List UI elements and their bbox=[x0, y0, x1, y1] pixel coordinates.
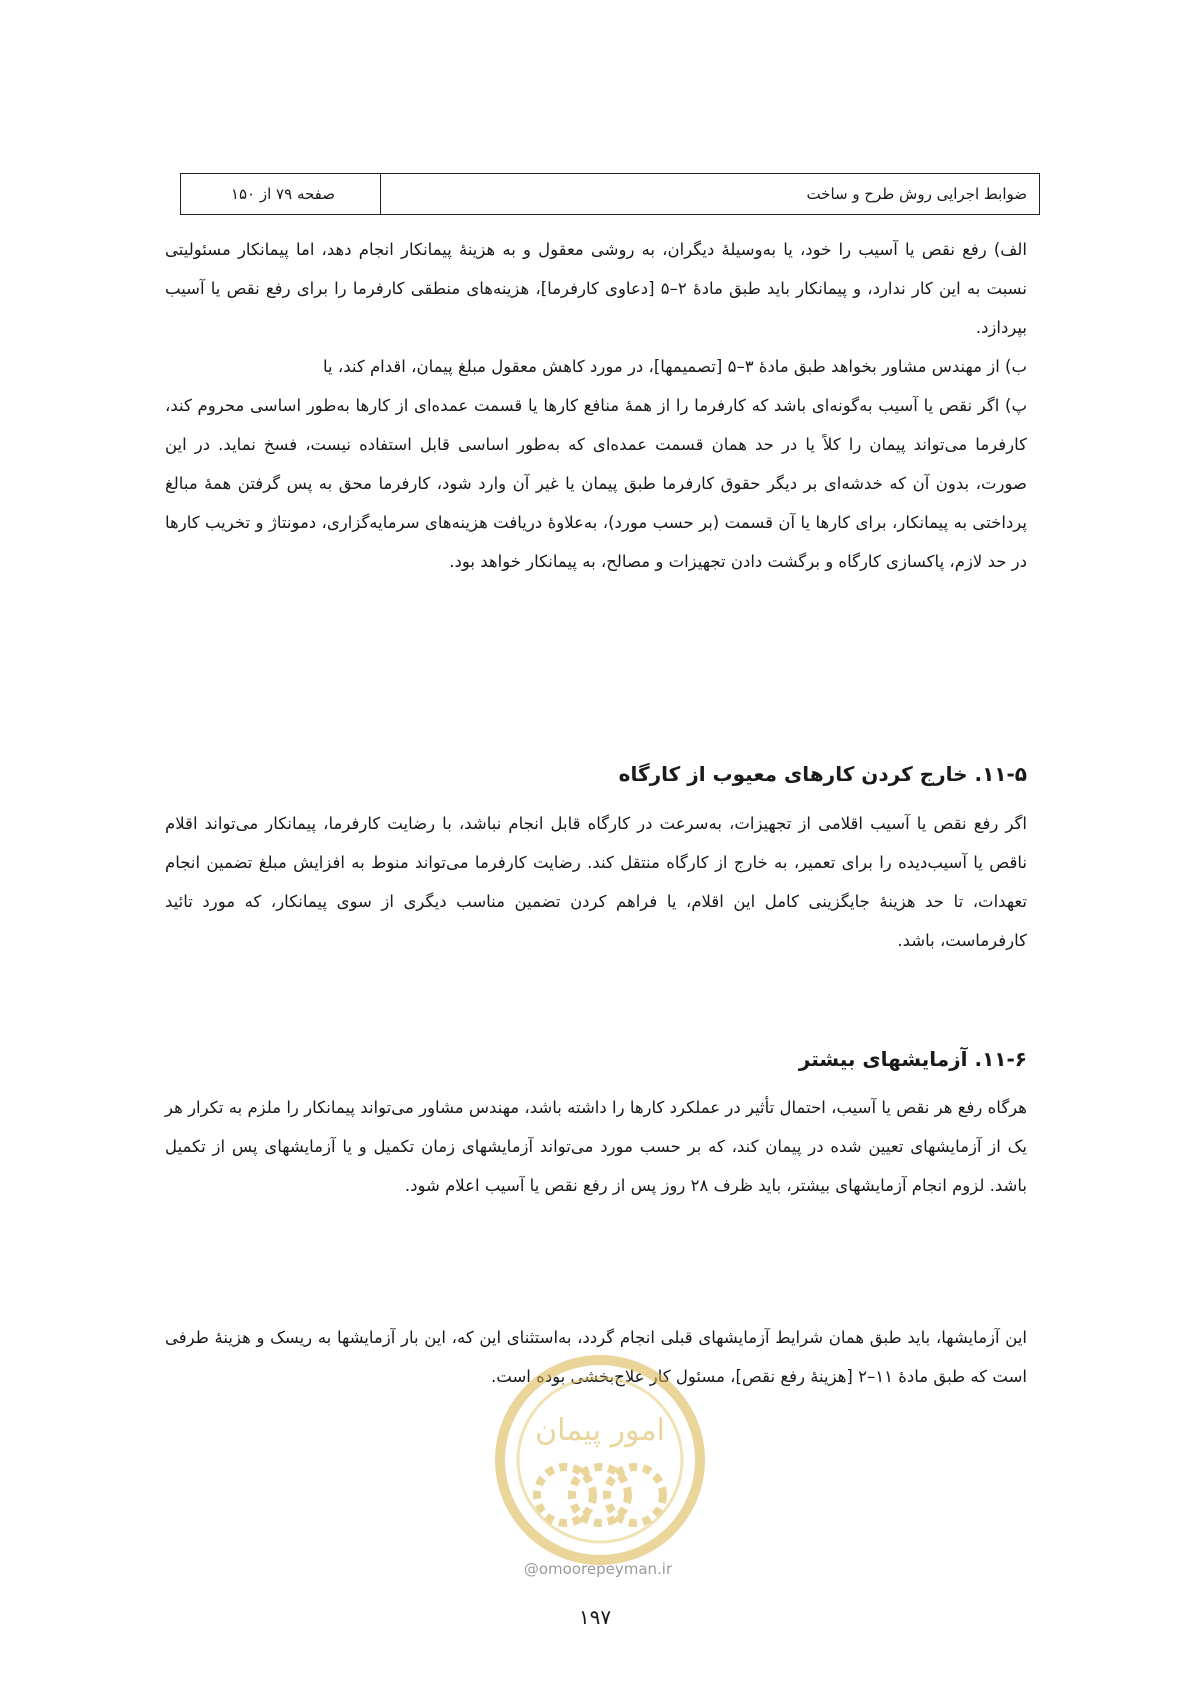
section-heading-11-6: ۱۱-۶. آزمایشهای بیشتر bbox=[798, 1047, 1027, 1071]
watermark-logo bbox=[485, 1345, 715, 1575]
paragraph-alef: الف) رفع نقص یا آسیب را خود، یا به‌وسیلۀ دیگران، به روشی معقول و به هزینۀ پیمانکار انجام دهد، اما پیمانکار مسئولیتی نسبت به این کار ندارد، و پیمانکار باید طبق مادۀ ۲–۵ [دعاوی کارفرما]، هزینه‌های منطقی کارفرما را برای رفع نقص یا آسیب بپردازد. bbox=[165, 240, 1027, 337]
section-11-6-paragraph-2: این آزمایشها، باید طبق همان شرایط آزمایشهای قبلی انجام گردد، به‌استثنای این که، این بار آزمایشها به ریسک و هزینۀ طرفی است که طبق مادۀ ۱۱–۲ [هزینۀ رفع نقص]، مسئول کار علاج‌بخشی بوده است. bbox=[165, 1328, 1027, 1386]
paragraph-be: ب) از مهندس مشاور بخواهد طبق مادۀ ۳–۵ [تصمیمها]، در مورد کاهش معقول مبلغ پیمان، اقدام کند، یا bbox=[323, 357, 1027, 376]
section-heading-11-5: ۱۱-۵. خارج کردن کارهای معیوب از کارگاه bbox=[618, 762, 1027, 786]
section-11-5-paragraph: اگر رفع نقص یا آسیب اقلامی از تجهیزات، به‌سرعت در کارگاه قابل انجام نباشد، با رضایت کارفرما، پیمانکار می‌تواند اقلام ناقص یا آسیب‌دیده را برای تعمیر، به خارج از کارگاه منتقل کند. رضایت کارفرما می‌تواند منوط به افزایش مبلغ تضمین انجام تعهدات، تا حد هزینۀ جایگزینی کامل این اقلام، یا فراهم کردن تضمین مناسب دیگری از سوی پیمانکار، که مورد تائید کارفرماست، باشد. bbox=[165, 814, 1027, 950]
watermark-url: @omoorepeyman.ir bbox=[523, 1560, 673, 1578]
paragraph-pe: پ) اگر نقص یا آسیب به‌گونه‌ای باشد که کارفرما را از همۀ منافع کارها یا قسمت عمده‌ای از کارها به‌طور اساسی محروم کند، کارفرما می‌تواند پیمان را کلاً یا در حد همان قسمت عمده‌ای که به‌طور اساسی قابل استفاده نیست، فسخ نماید. در این صورت، بدون آن که خدشه‌ای بر دیگر حقوق کارفرما طبق پیمان یا غیر آن وارد شود، کارفرما محق به پس گرفتن همۀ مبالغ پرداختی به پیمانکار، برای کارها یا آن قسمت (بر حسب مورد)، به‌علاوۀ دریافت هزینه‌های سرمایه‌گزاری، دمونتاژ و تخریب کارها در حد لازم، پاکسازی کارگاه و برگشت دادن تجهیزات و مصالح، به پیمانکار خواهد بود. bbox=[165, 396, 1027, 571]
body-text-top bbox=[165, 230, 1027, 581]
section-11-6-paragraph: هرگاه رفع هر نقص یا آسیب، احتمال تأثیر در عملکرد کارها را داشته باشد، مهندس مشاور می‌تواند پیمانکار را ملزم به تکرار هر یک از آزمایشهای تعیین شده در پیمان کند، که بر حسب مورد می‌تواند آزمایشهای زمان تکمیل و یا آزمایشهای پس از تکمیل باشد. لزوم انجام آزمایشهای بیشتر، باید ظرف ۲۸ روز پس از رفع نقص یا آسیب اعلام شود. bbox=[165, 1098, 1027, 1195]
watermark-text: امور پیمان bbox=[535, 1413, 665, 1448]
page-info: صفحه ۷۹ از ۱۵۰ bbox=[181, 174, 381, 214]
page-number: ۱۹۷ bbox=[578, 1605, 612, 1629]
document-title: ضوابط اجرایی روش طرح و ساخت bbox=[806, 185, 1027, 203]
header-table bbox=[180, 173, 1040, 215]
section-11-6-body bbox=[165, 1088, 1027, 1205]
section-11-5-body bbox=[165, 804, 1027, 960]
